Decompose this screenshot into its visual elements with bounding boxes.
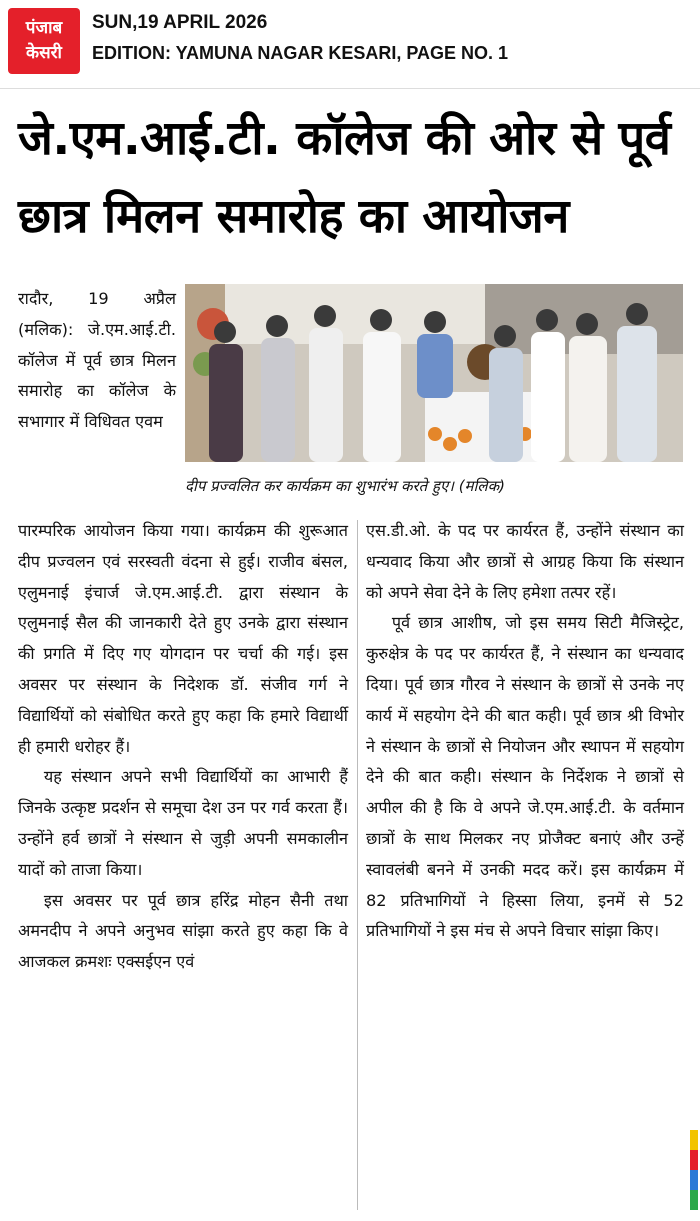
column-divider (357, 520, 358, 1210)
masthead (0, 0, 700, 89)
left-paragraph-1: पारम्परिक आयोजन किया गया। कार्यक्रम की शुरूआत दीप प्रज्वलन एवं सरस्वती वंदना से हुई। राजीव बंसल, एलुमनाई इंचार्ज जे.एम.आई.टी. द्वारा संस्थान के एलुमनाई सैल की जानकारी देते हुए उनके द्वारा संस्थान की प्रगति में दिए गए योगदान पर चर्चा की गई। इस अवसर पर संस्थान के निदेशक डॉ. संजीव गर्ग ने विद्यार्थियों को संबोधित करते हुए कहा कि हमारे विद्यार्थी ही हमारी धरोहर हैं। (18, 521, 348, 756)
headline-line2: छात्र मिलन समारोह का आयोजन (18, 189, 569, 244)
right-paragraph-2: पूर्व छात्र आशीष, जो इस समय सिटी मैजिस्ट्रेट, कुरुक्षेत्र के पद पर कार्यरत हैं, ने संस्थान का धन्यवाद दिया। पूर्व छात्र गौरव ने संस्थान के छात्रों से उनके नए कार्य में सहयोग देने की बात कही। पूर्व छात्र श्री विभोर ने संस्थान के छात्रों से नियोजन और स्थापन में सहयोग देने की बात कही। संस्थान के निर्देशक ने छात्रों से अपील की है कि वे अपने जे.एम.आई.टी. के वर्तमान छात्रों के साथ मिलकर नए प्रोजैक्ट बनाएं और उन्हें स्वावलंबी बनने में उनकी मदद करें। इस कार्यक्रम में 82 प्रतिभागियों ने हिस्सा लिया, इनमें से 52 प्रतिभागियों ने इस मंच से अपने विचार सांझा किए। (366, 613, 684, 941)
article-lead (18, 284, 176, 438)
headline-line1: जे.एम.आई.टी. कॉलेज की ओर से पूर्व (18, 111, 671, 166)
article-headline (18, 100, 688, 256)
edition-info: EDITION: YAMUNA NAGAR KESARI, PAGE NO. 1 (92, 43, 509, 63)
article-right-column (366, 516, 684, 947)
photo-caption: दीप प्रज्वलित कर कार्यक्रम का शुभारंभ करते हुए। (मलिक) (185, 477, 505, 495)
logo-line1: पंजाब (25, 18, 63, 38)
lead-paragraph: रादौर, 19 अप्रैल (मलिक): जे.एम.आई.टी. कॉलेज में पूर्व छात्र मिलन समारोह का कॉलेज के सभागार में विधिवत एवम (18, 289, 176, 432)
event-photo-image (185, 284, 683, 462)
publication-date: SUN,19 APRIL 2026 (92, 12, 268, 33)
article-photo (185, 284, 683, 508)
right-paragraph-1: एस.डी.ओ. के पद पर कार्यरत हैं, उन्होंने संस्थान का धन्यवाद किया और छात्रों से आग्रह किया कि संस्थान को अपने सेवा देने के लिए हमेशा तत्पर रहें। (366, 521, 684, 602)
edge-color-mark (690, 1130, 698, 1210)
left-paragraph-3: इस अवसर पर पूर्व छात्र हरिंद्र मोहन सैनी तथा अमनदीप ने अपने अनुभव सांझा करते हुए कहा कि वे आजकल क्रमशः एक्सईएन एवं (18, 890, 348, 972)
left-paragraph-2: यह संस्थान अपने सभी विद्यार्थियों का आभारी हैं जिनके उत्कृष्ट प्रदर्शन से समूचा देश उन पर गर्व करता हैं। उन्होंने हर्व छात्रों ने संस्थान से जुड़ी अपनी समकालीन यादों को ताजा किया। (18, 767, 348, 879)
article-left-column (18, 516, 348, 978)
edition-meta (92, 10, 508, 66)
newspaper-logo (8, 8, 80, 74)
logo-line2: केसरी (26, 43, 62, 63)
